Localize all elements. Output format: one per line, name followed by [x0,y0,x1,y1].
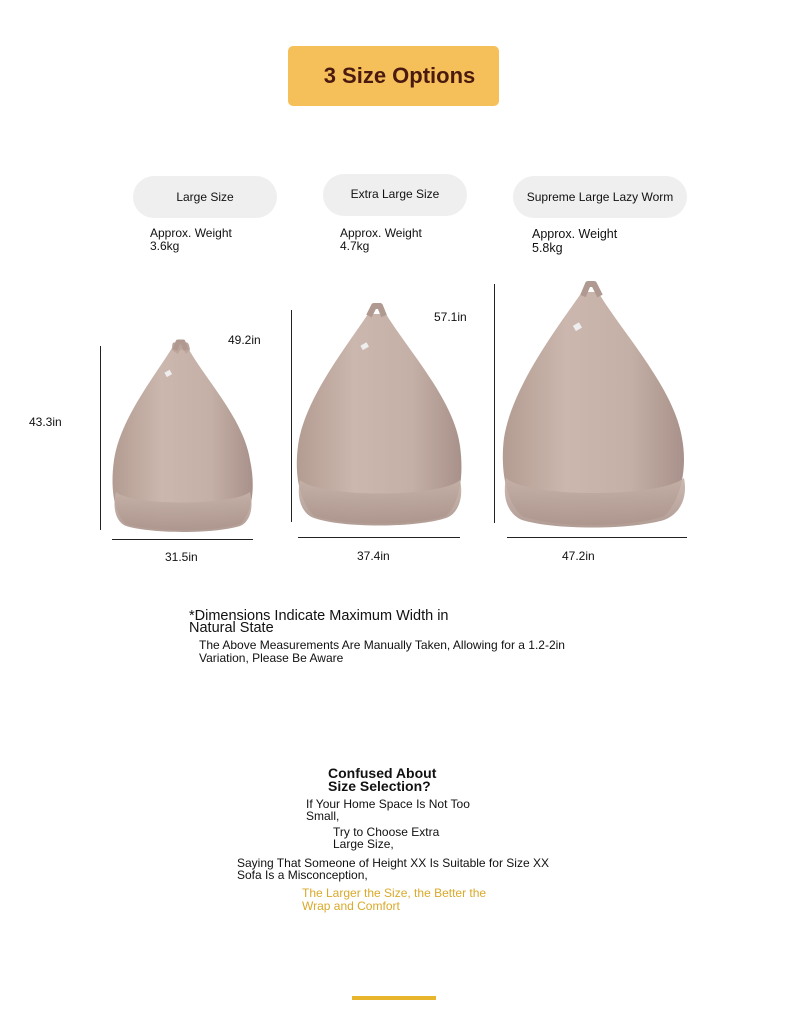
beanbag-large-image [113,342,253,532]
advice-text: Try to Choose Extra [333,825,440,839]
height-line-extra-large [291,310,292,522]
size-label-supreme [513,176,687,218]
advice-text: Large Size, [333,837,394,851]
beanbag-supreme-image [503,284,685,528]
advice-heading [328,767,436,793]
bottom-accent-bar [352,996,436,1000]
title-banner [288,46,499,106]
weight-value: 4.7kg [340,239,370,253]
beanbag-extra-large-image [297,306,462,526]
width-line-large [112,539,253,540]
highlight-text: Wrap and Comfort [302,899,400,913]
height-line-supreme [494,284,495,523]
advice-text: Small, [306,809,340,823]
weight-block-extra-large [340,227,422,253]
note-sub-line1: The Above Measurements Are Manually Taken, Allowing for a 1.2-2in [199,638,565,652]
advice-heading-line1: Confused About [328,765,437,781]
size-name: Large Size [176,190,234,204]
note-heading-line2: Natural State [189,620,274,636]
width-line-supreme [507,537,687,538]
measurement-note [199,639,565,665]
advice-heading-line2: Size Selection? [328,778,431,794]
size-name: Supreme Large Lazy Worm [526,190,674,204]
height-label-supreme: 57.1in [434,310,467,324]
advice-text: If Your Home Space Is Not Too [306,797,470,811]
page-title: 3 Size Options [323,63,476,88]
weight-label: Approx. Weight [150,226,232,240]
size-label-extra-large [323,174,467,216]
note-sub-line2: Variation, Please Be Aware [199,651,344,665]
weight-value: 5.8kg [532,241,563,255]
advice-line-1 [306,798,470,822]
width-label-extra-large: 37.4in [357,549,390,563]
dimension-note [189,610,448,634]
height-line-large [100,346,101,530]
advice-line-2 [333,826,439,850]
width-line-extra-large [298,537,460,538]
size-label-large [133,176,277,218]
highlight-text: The Larger the Size, the Better the [302,886,487,900]
weight-block-large [150,227,232,253]
note-heading-line1: *Dimensions Indicate Maximum Width in [189,608,449,624]
weight-value: 3.6kg [150,239,180,253]
height-label-large: 43.3in [29,415,62,429]
weight-block-supreme [532,227,617,255]
width-label-supreme: 47.2in [562,549,595,563]
advice-highlight [302,887,486,913]
weight-label: Approx. Weight [532,227,618,241]
size-name: Extra Large Size [350,187,440,201]
advice-text: Saying That Someone of Height XX Is Suitable for Size XX [237,856,549,870]
height-label-extra-large: 49.2in [228,333,261,347]
width-label-large: 31.5in [165,550,198,564]
beanbag-illustrations [0,270,790,570]
advice-line-3 [237,857,549,881]
weight-label: Approx. Weight [340,226,422,240]
advice-text: Sofa Is a Misconception, [237,868,368,882]
